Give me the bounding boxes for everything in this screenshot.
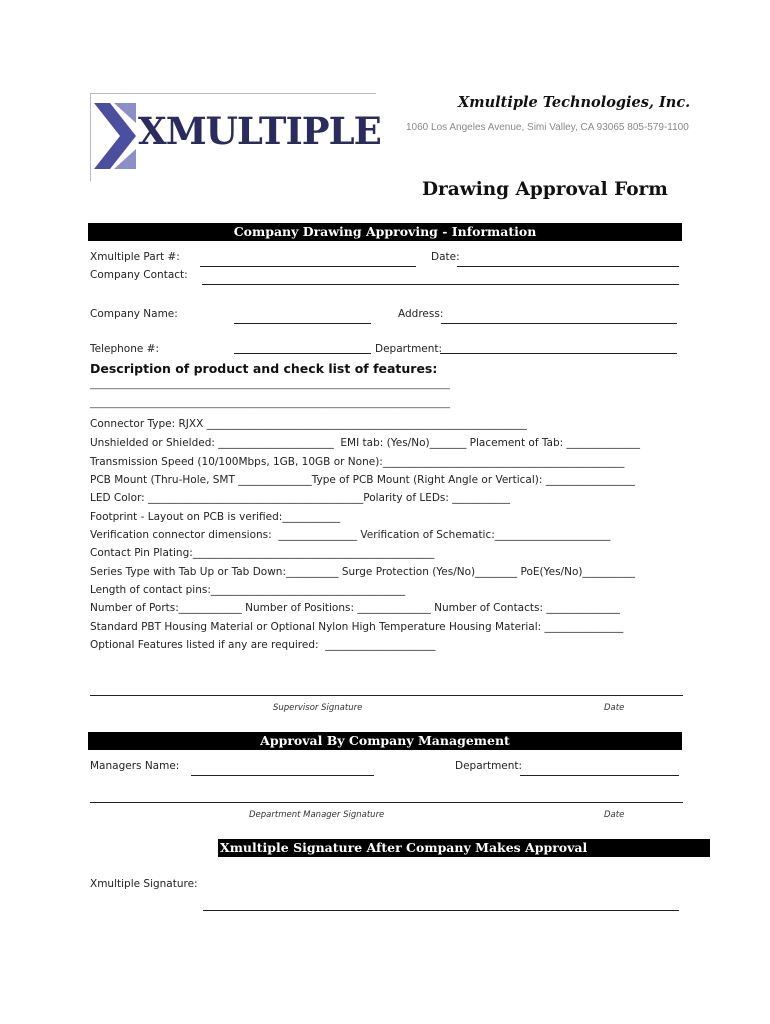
part-number-label: Xmultiple Part #:: [90, 251, 180, 263]
department-field[interactable]: [440, 353, 677, 354]
manager-signature-label: Department Manager Signature: [249, 810, 385, 820]
company-address: 1060 Los Angeles Avenue, Simi Valley, CA 93065 805-579-1100: [406, 122, 689, 133]
date-label: Date:: [431, 251, 460, 263]
checklist-item-verification[interactable]: Verification connector dimensions: _______________ Verification of Schematic:______________________: [90, 529, 611, 541]
company-contact-label: Company Contact:: [90, 269, 188, 281]
checklist-item-pin-length[interactable]: Length of contact pins:_____________________________________: [90, 584, 406, 596]
form-title: Drawing Approval Form: [422, 179, 668, 200]
checklist-item-optional-features[interactable]: Optional Features listed if any are required: _____________________: [90, 639, 436, 651]
logo-x-mark: [94, 103, 136, 169]
checklist-item-shielding[interactable]: Unshielded or Shielded: ______________________ EMI tab: (Yes/No)_______ Placement of Tab: ______________: [90, 437, 641, 449]
department-label: Department:: [375, 343, 443, 355]
managers-name-field[interactable]: [191, 775, 374, 776]
supervisor-date-label: Date: [604, 703, 625, 713]
supervisor-signature-label: Supervisor Signature: [273, 703, 363, 713]
company-name-field[interactable]: [234, 323, 371, 324]
company-name: Xmultiple Technologies, Inc.: [458, 94, 691, 111]
description-line[interactable]: ________________________________________________________________________________: [90, 380, 450, 390]
checklist-item-footprint[interactable]: Footprint - Layout on PCB is verified:___________: [90, 511, 341, 523]
address-field[interactable]: [441, 323, 677, 324]
company-name-label: Company Name:: [90, 308, 178, 320]
supervisor-signature-field[interactable]: [90, 695, 683, 696]
description-line[interactable]: ________________________________________________________________________________: [90, 399, 450, 409]
date-field[interactable]: [457, 266, 679, 267]
checklist-item-housing[interactable]: Standard PBT Housing Material or Optional Nylon High Temperature Housing Material: _______________: [90, 621, 624, 633]
section-xmultiple-signature-header: Xmultiple Signature After Company Makes Approval: [218, 839, 710, 857]
checklist-item-led[interactable]: LED Color: _________________________________________Polarity of LEDs: ___________: [90, 492, 511, 504]
checklist-item-connector-type[interactable]: Connector Type: RJXX _____________________________________________________________: [90, 418, 527, 430]
company-contact-field[interactable]: [202, 284, 679, 285]
part-number-field[interactable]: [200, 266, 416, 267]
managers-name-label: Managers Name:: [90, 760, 180, 772]
logo-wordmark: XMULTIPLE: [138, 109, 381, 153]
checklist-item-transmission-speed[interactable]: Transmission Speed (10/100Mbps, 1GB, 10GB or None):______________________________________________: [90, 456, 625, 468]
checklist-item-pcb-mount[interactable]: PCB Mount (Thru-Hole, SMT ______________Type of PCB Mount (Right Angle or Vertical): _________________: [90, 474, 635, 486]
checklist-item-counts[interactable]: Number of Ports:____________ Number of Positions: ______________ Number of Contacts: ______________: [90, 602, 620, 614]
xmultiple-signature-field[interactable]: [203, 910, 679, 911]
company-logo: [90, 93, 381, 181]
section-company-info-header: Company Drawing Approving - Information: [88, 223, 682, 241]
manager-signature-field[interactable]: [90, 802, 683, 803]
checklist-item-series-type[interactable]: Series Type with Tab Up or Tab Down:__________ Surge Protection (Yes/No)________ PoE(Yes/No)__________: [90, 566, 635, 578]
checklist-item-pin-plating[interactable]: Contact Pin Plating:______________________________________________: [90, 547, 435, 559]
checklist-heading: Description of product and check list of features:: [90, 361, 438, 376]
management-department-label: Department:: [455, 760, 523, 772]
telephone-label: Telephone #:: [90, 343, 159, 355]
telephone-field[interactable]: [234, 353, 371, 354]
management-department-field[interactable]: [520, 775, 679, 776]
manager-date-label: Date: [604, 810, 625, 820]
xmultiple-signature-label: Xmultiple Signature:: [90, 878, 198, 890]
address-label: Address:: [398, 308, 444, 320]
section-management-approval-header: Approval By Company Management: [88, 732, 682, 750]
